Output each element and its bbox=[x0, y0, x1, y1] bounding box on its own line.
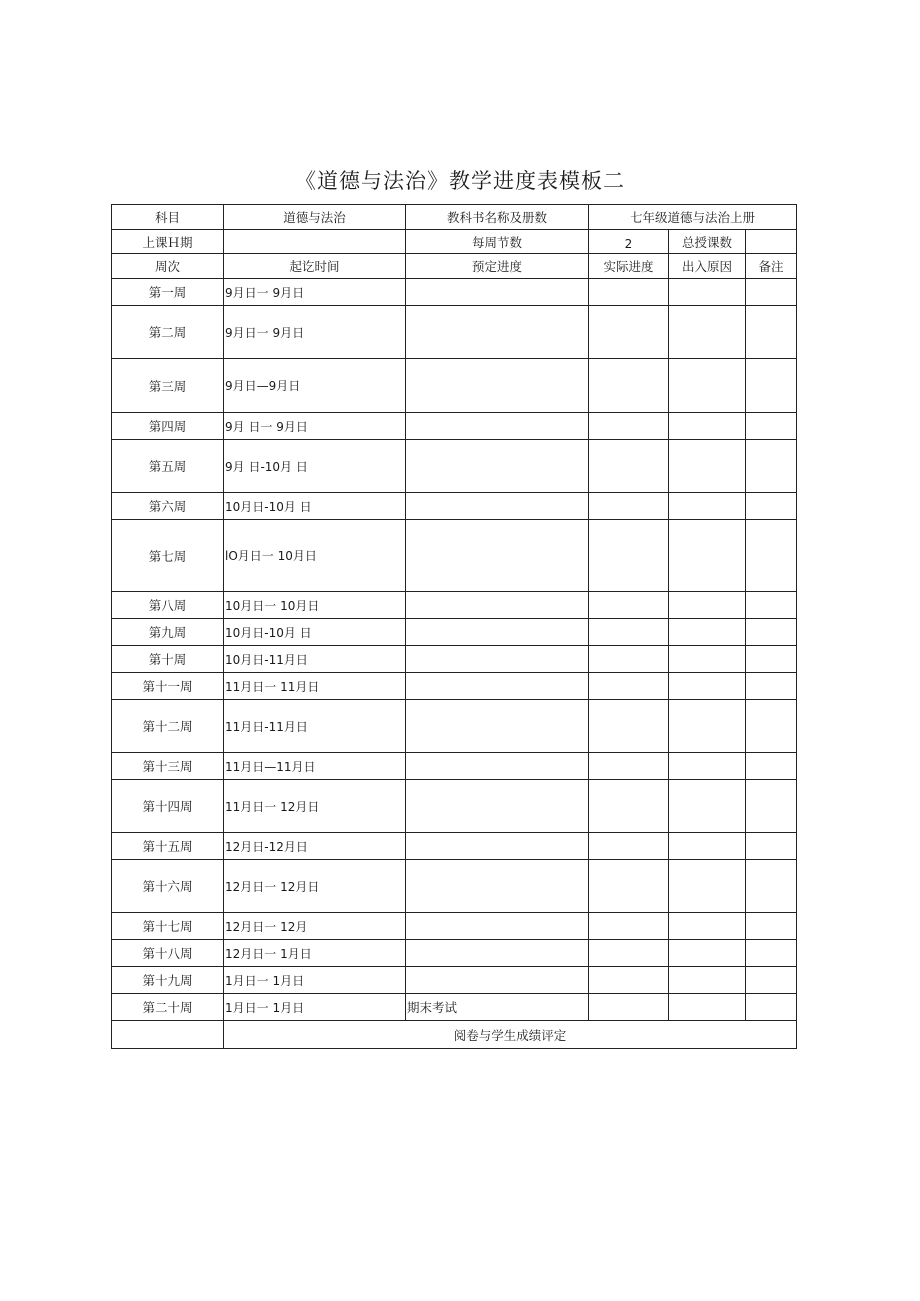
table-row bbox=[112, 673, 797, 700]
week-cell: 第十九周 bbox=[112, 967, 224, 994]
week-cell: 第十八周 bbox=[112, 940, 224, 967]
deviation-cell bbox=[669, 359, 746, 413]
header-row-subject bbox=[112, 205, 797, 230]
period-cell: 10月日-10月 日 bbox=[224, 493, 406, 520]
table-row bbox=[112, 913, 797, 940]
actual-cell bbox=[589, 592, 669, 619]
table-row bbox=[112, 359, 797, 413]
deviation-cell bbox=[669, 833, 746, 860]
planned-cell bbox=[406, 833, 589, 860]
table-row bbox=[112, 780, 797, 833]
table-row bbox=[112, 619, 797, 646]
class-days-value bbox=[224, 230, 406, 254]
actual-cell bbox=[589, 860, 669, 913]
notes-cell bbox=[746, 619, 797, 646]
week-cell: 第十四周 bbox=[112, 780, 224, 833]
period-cell: 10月日-10月 日 bbox=[224, 619, 406, 646]
notes-cell bbox=[746, 440, 797, 493]
table-row bbox=[112, 592, 797, 619]
footer-row bbox=[112, 1021, 797, 1049]
textbook-label: 教科书名称及册数 bbox=[406, 205, 589, 230]
actual-cell bbox=[589, 646, 669, 673]
week-cell: 第八周 bbox=[112, 592, 224, 619]
planned-cell: 期末考试 bbox=[406, 994, 589, 1021]
week-cell: 第九周 bbox=[112, 619, 224, 646]
page-title: 《道德与法治》教学进度表模板二 bbox=[295, 169, 625, 193]
actual-cell bbox=[589, 780, 669, 833]
actual-cell bbox=[589, 520, 669, 592]
deviation-cell bbox=[669, 592, 746, 619]
week-cell: 第十五周 bbox=[112, 833, 224, 860]
planned-cell bbox=[406, 753, 589, 780]
actual-cell bbox=[589, 440, 669, 493]
deviation-cell bbox=[669, 994, 746, 1021]
week-cell: 第三周 bbox=[112, 359, 224, 413]
period-cell: 11月日一 11月日 bbox=[224, 673, 406, 700]
planned-cell bbox=[406, 940, 589, 967]
table-row bbox=[112, 440, 797, 493]
total-lessons-label: 总授课数 bbox=[669, 230, 746, 254]
actual-cell bbox=[589, 700, 669, 753]
deviation-cell bbox=[669, 520, 746, 592]
deviation-cell bbox=[669, 780, 746, 833]
actual-cell bbox=[589, 753, 669, 780]
actual-cell bbox=[589, 940, 669, 967]
table-row bbox=[112, 493, 797, 520]
period-cell: 9月 日-10月 日 bbox=[224, 440, 406, 493]
period-cell: 11月日-11月日 bbox=[224, 700, 406, 753]
notes-cell bbox=[746, 940, 797, 967]
deviation-cell bbox=[669, 753, 746, 780]
deviation-cell bbox=[669, 940, 746, 967]
deviation-cell bbox=[669, 619, 746, 646]
notes-cell bbox=[746, 860, 797, 913]
period-cell: 9月日—9月日 bbox=[224, 359, 406, 413]
planned-cell bbox=[406, 440, 589, 493]
week-cell: 第一周 bbox=[112, 279, 224, 306]
notes-cell bbox=[746, 753, 797, 780]
week-cell: 第十二周 bbox=[112, 700, 224, 753]
actual-cell bbox=[589, 359, 669, 413]
week-cell: 第十六周 bbox=[112, 860, 224, 913]
deviation-cell bbox=[669, 700, 746, 753]
deviation-cell bbox=[669, 440, 746, 493]
planned-cell bbox=[406, 306, 589, 359]
period-cell: lO月日一 10月日 bbox=[224, 520, 406, 592]
subject-value: 道德与法治 bbox=[224, 205, 406, 230]
notes-cell bbox=[746, 833, 797, 860]
table-row bbox=[112, 700, 797, 753]
notes-cell bbox=[746, 780, 797, 833]
week-cell: 第五周 bbox=[112, 440, 224, 493]
week-cell: 第四周 bbox=[112, 413, 224, 440]
notes-cell bbox=[746, 913, 797, 940]
deviation-cell bbox=[669, 306, 746, 359]
table-row bbox=[112, 279, 797, 306]
col-deviation-header: 出入原因 bbox=[669, 254, 746, 279]
planned-cell bbox=[406, 913, 589, 940]
notes-cell bbox=[746, 592, 797, 619]
week-cell: 第十周 bbox=[112, 646, 224, 673]
period-cell: 12月日一 12月日 bbox=[224, 860, 406, 913]
col-week-header: 周次 bbox=[112, 254, 224, 279]
notes-cell bbox=[746, 306, 797, 359]
planned-cell bbox=[406, 493, 589, 520]
actual-cell bbox=[589, 413, 669, 440]
actual-cell bbox=[589, 967, 669, 994]
period-cell: 10月日-11月日 bbox=[224, 646, 406, 673]
table-row bbox=[112, 833, 797, 860]
actual-cell bbox=[589, 833, 669, 860]
actual-cell bbox=[589, 619, 669, 646]
period-cell: 1月日一 1月日 bbox=[224, 994, 406, 1021]
table-row bbox=[112, 306, 797, 359]
week-cell: 第七周 bbox=[112, 520, 224, 592]
actual-cell bbox=[589, 913, 669, 940]
week-cell: 第二十周 bbox=[112, 994, 224, 1021]
period-cell: 11月日一 12月日 bbox=[224, 780, 406, 833]
planned-cell bbox=[406, 673, 589, 700]
planned-cell bbox=[406, 780, 589, 833]
textbook-value: 七年级道德与法治上册 bbox=[589, 205, 797, 230]
notes-cell bbox=[746, 359, 797, 413]
footer-first-cell bbox=[112, 1021, 224, 1049]
actual-cell bbox=[589, 279, 669, 306]
period-cell: 9月日一 9月日 bbox=[224, 279, 406, 306]
notes-cell bbox=[746, 700, 797, 753]
table-row bbox=[112, 413, 797, 440]
table-row bbox=[112, 994, 797, 1021]
period-cell: 12月日-12月日 bbox=[224, 833, 406, 860]
week-cell: 第二周 bbox=[112, 306, 224, 359]
deviation-cell bbox=[669, 673, 746, 700]
notes-cell bbox=[746, 967, 797, 994]
table-row bbox=[112, 967, 797, 994]
planned-cell bbox=[406, 359, 589, 413]
notes-cell bbox=[746, 646, 797, 673]
planned-cell bbox=[406, 279, 589, 306]
deviation-cell bbox=[669, 860, 746, 913]
deviation-cell bbox=[669, 646, 746, 673]
planned-cell bbox=[406, 592, 589, 619]
actual-cell bbox=[589, 306, 669, 359]
weekly-lessons-label: 每周节数 bbox=[406, 230, 589, 254]
notes-cell bbox=[746, 493, 797, 520]
period-cell: 9月 日一 9月日 bbox=[224, 413, 406, 440]
deviation-cell bbox=[669, 279, 746, 306]
planned-cell bbox=[406, 700, 589, 753]
footer-text: 阅卷与学生成绩评定 bbox=[224, 1021, 797, 1049]
period-cell: 10月日一 10月日 bbox=[224, 592, 406, 619]
deviation-cell bbox=[669, 913, 746, 940]
actual-cell bbox=[589, 673, 669, 700]
week-cell: 第十一周 bbox=[112, 673, 224, 700]
period-cell: 12月日一 1月日 bbox=[224, 940, 406, 967]
actual-cell bbox=[589, 994, 669, 1021]
col-period-header: 起讫时间 bbox=[224, 254, 406, 279]
column-header-row bbox=[112, 254, 797, 279]
planned-cell bbox=[406, 520, 589, 592]
subject-label: 科目 bbox=[112, 205, 224, 230]
planned-cell bbox=[406, 860, 589, 913]
notes-cell bbox=[746, 520, 797, 592]
col-notes-header: 备注 bbox=[746, 254, 797, 279]
period-cell: 9月日一 9月日 bbox=[224, 306, 406, 359]
notes-cell bbox=[746, 673, 797, 700]
table-row bbox=[112, 520, 797, 592]
period-cell: 12月日一 12月 bbox=[224, 913, 406, 940]
deviation-cell bbox=[669, 967, 746, 994]
planned-cell bbox=[406, 646, 589, 673]
weekly-lessons-value: 2 bbox=[589, 230, 669, 254]
period-cell: 1月日一 1月日 bbox=[224, 967, 406, 994]
class-days-label: 上课Ｈ期 bbox=[112, 230, 224, 254]
week-cell: 第十三周 bbox=[112, 753, 224, 780]
planned-cell bbox=[406, 413, 589, 440]
deviation-cell bbox=[669, 493, 746, 520]
notes-cell bbox=[746, 279, 797, 306]
planned-cell bbox=[406, 619, 589, 646]
week-cell: 第六周 bbox=[112, 493, 224, 520]
table-row bbox=[112, 646, 797, 673]
notes-cell bbox=[746, 413, 797, 440]
deviation-cell bbox=[669, 413, 746, 440]
period-cell: 11月日—11月日 bbox=[224, 753, 406, 780]
planned-cell bbox=[406, 967, 589, 994]
col-actual-header: 实际进度 bbox=[589, 254, 669, 279]
total-lessons-value bbox=[746, 230, 797, 254]
table-row bbox=[112, 940, 797, 967]
actual-cell bbox=[589, 493, 669, 520]
col-planned-header: 预定进度 bbox=[406, 254, 589, 279]
week-cell: 第十七周 bbox=[112, 913, 224, 940]
table-row bbox=[112, 753, 797, 780]
notes-cell bbox=[746, 994, 797, 1021]
header-row-lessons bbox=[112, 230, 797, 254]
teaching-schedule-table bbox=[111, 204, 797, 1049]
table-row bbox=[112, 860, 797, 913]
